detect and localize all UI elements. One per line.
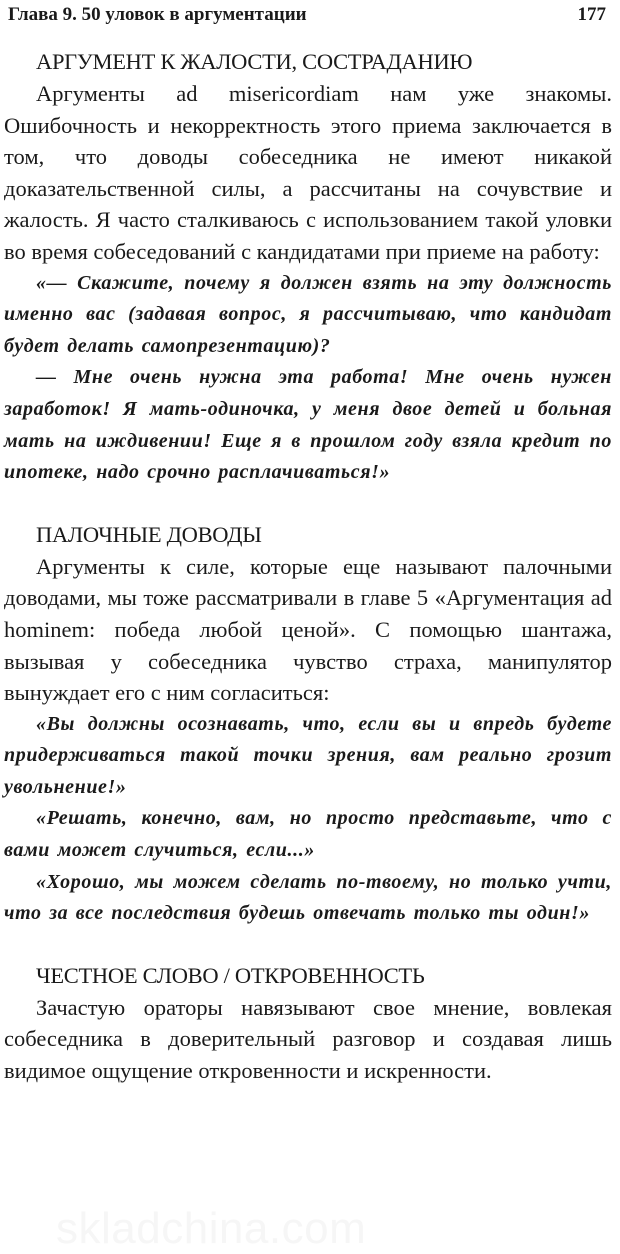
section-title: ЧЕСТНОЕ СЛОВО / ОТКРОВЕННОСТЬ xyxy=(36,962,425,988)
chapter-title: Глава 9. 50 уловок в аргументации xyxy=(8,4,307,25)
section-pity-argument xyxy=(4,46,612,489)
paragraph: Аргументы к силе, которые еще называют палочными доводами, мы тоже рассматривали в главе 5 «Аргументация ad hominem: победа любой ценой». С помощью шантажа, вызывая у собеседника чувство страха, манипулятор вынуждает его с ним согласиться: xyxy=(4,553,612,706)
quote: — Мне очень нужна эта работа! Мне очень нужен заработок! Я мать-одиночка, у меня двое детей и больная мать на иждивении! Еще я в прошлом году взяла кредит по ипотеке, надо срочно расплачиваться!» xyxy=(4,366,612,484)
paragraph: Зачастую ораторы навязывают свое мнение, вовлекая собеседника в доверительный разговор и создавая лишь видимое ощущение откровенности и искренности. xyxy=(4,994,612,1084)
paragraph: Аргументы ad misericordiam нам уже знакомы. Ошибочность и некорректность этого приема заключается в том, что доводы собеседника не имеют никакой доказательственной силы, а рассчитаны на сочувствие и жалость. Я часто сталкиваюсь с использованием такой уловки во время собеседований с кандидатами при приеме на работу: xyxy=(4,81,612,264)
quote: «— Скажите, почему я должен взять на эту должность именно вас (задавая вопрос, я рассчитываю, что кандидат будет делать самопрезентацию)? xyxy=(4,271,612,357)
section-title: ПАЛОЧНЫЕ ДОВОДЫ xyxy=(36,521,262,547)
section-stick-arguments xyxy=(4,519,612,930)
quote: «Вы должны осознавать, что, если вы и впредь будете придерживаться такой точки зрения, вам реально грозит увольнение!» xyxy=(4,712,612,798)
quote: «Хорошо, мы можем сделать по-твоему, но только учти, что за все последствия будешь отвечать только ты один!» xyxy=(4,870,612,925)
section-title: АРГУМЕНТ К ЖАЛОСТИ, СОСТРАДАНИЮ xyxy=(36,49,473,74)
page-content xyxy=(4,46,612,1087)
watermark: skladchina.com xyxy=(56,1204,367,1253)
section-word-of-honor xyxy=(4,960,612,1087)
quote: «Решать, конечно, вам, но просто представьте, что с вами может случиться, если...» xyxy=(4,807,612,862)
running-header xyxy=(8,4,606,26)
page-number: 177 xyxy=(577,4,606,25)
